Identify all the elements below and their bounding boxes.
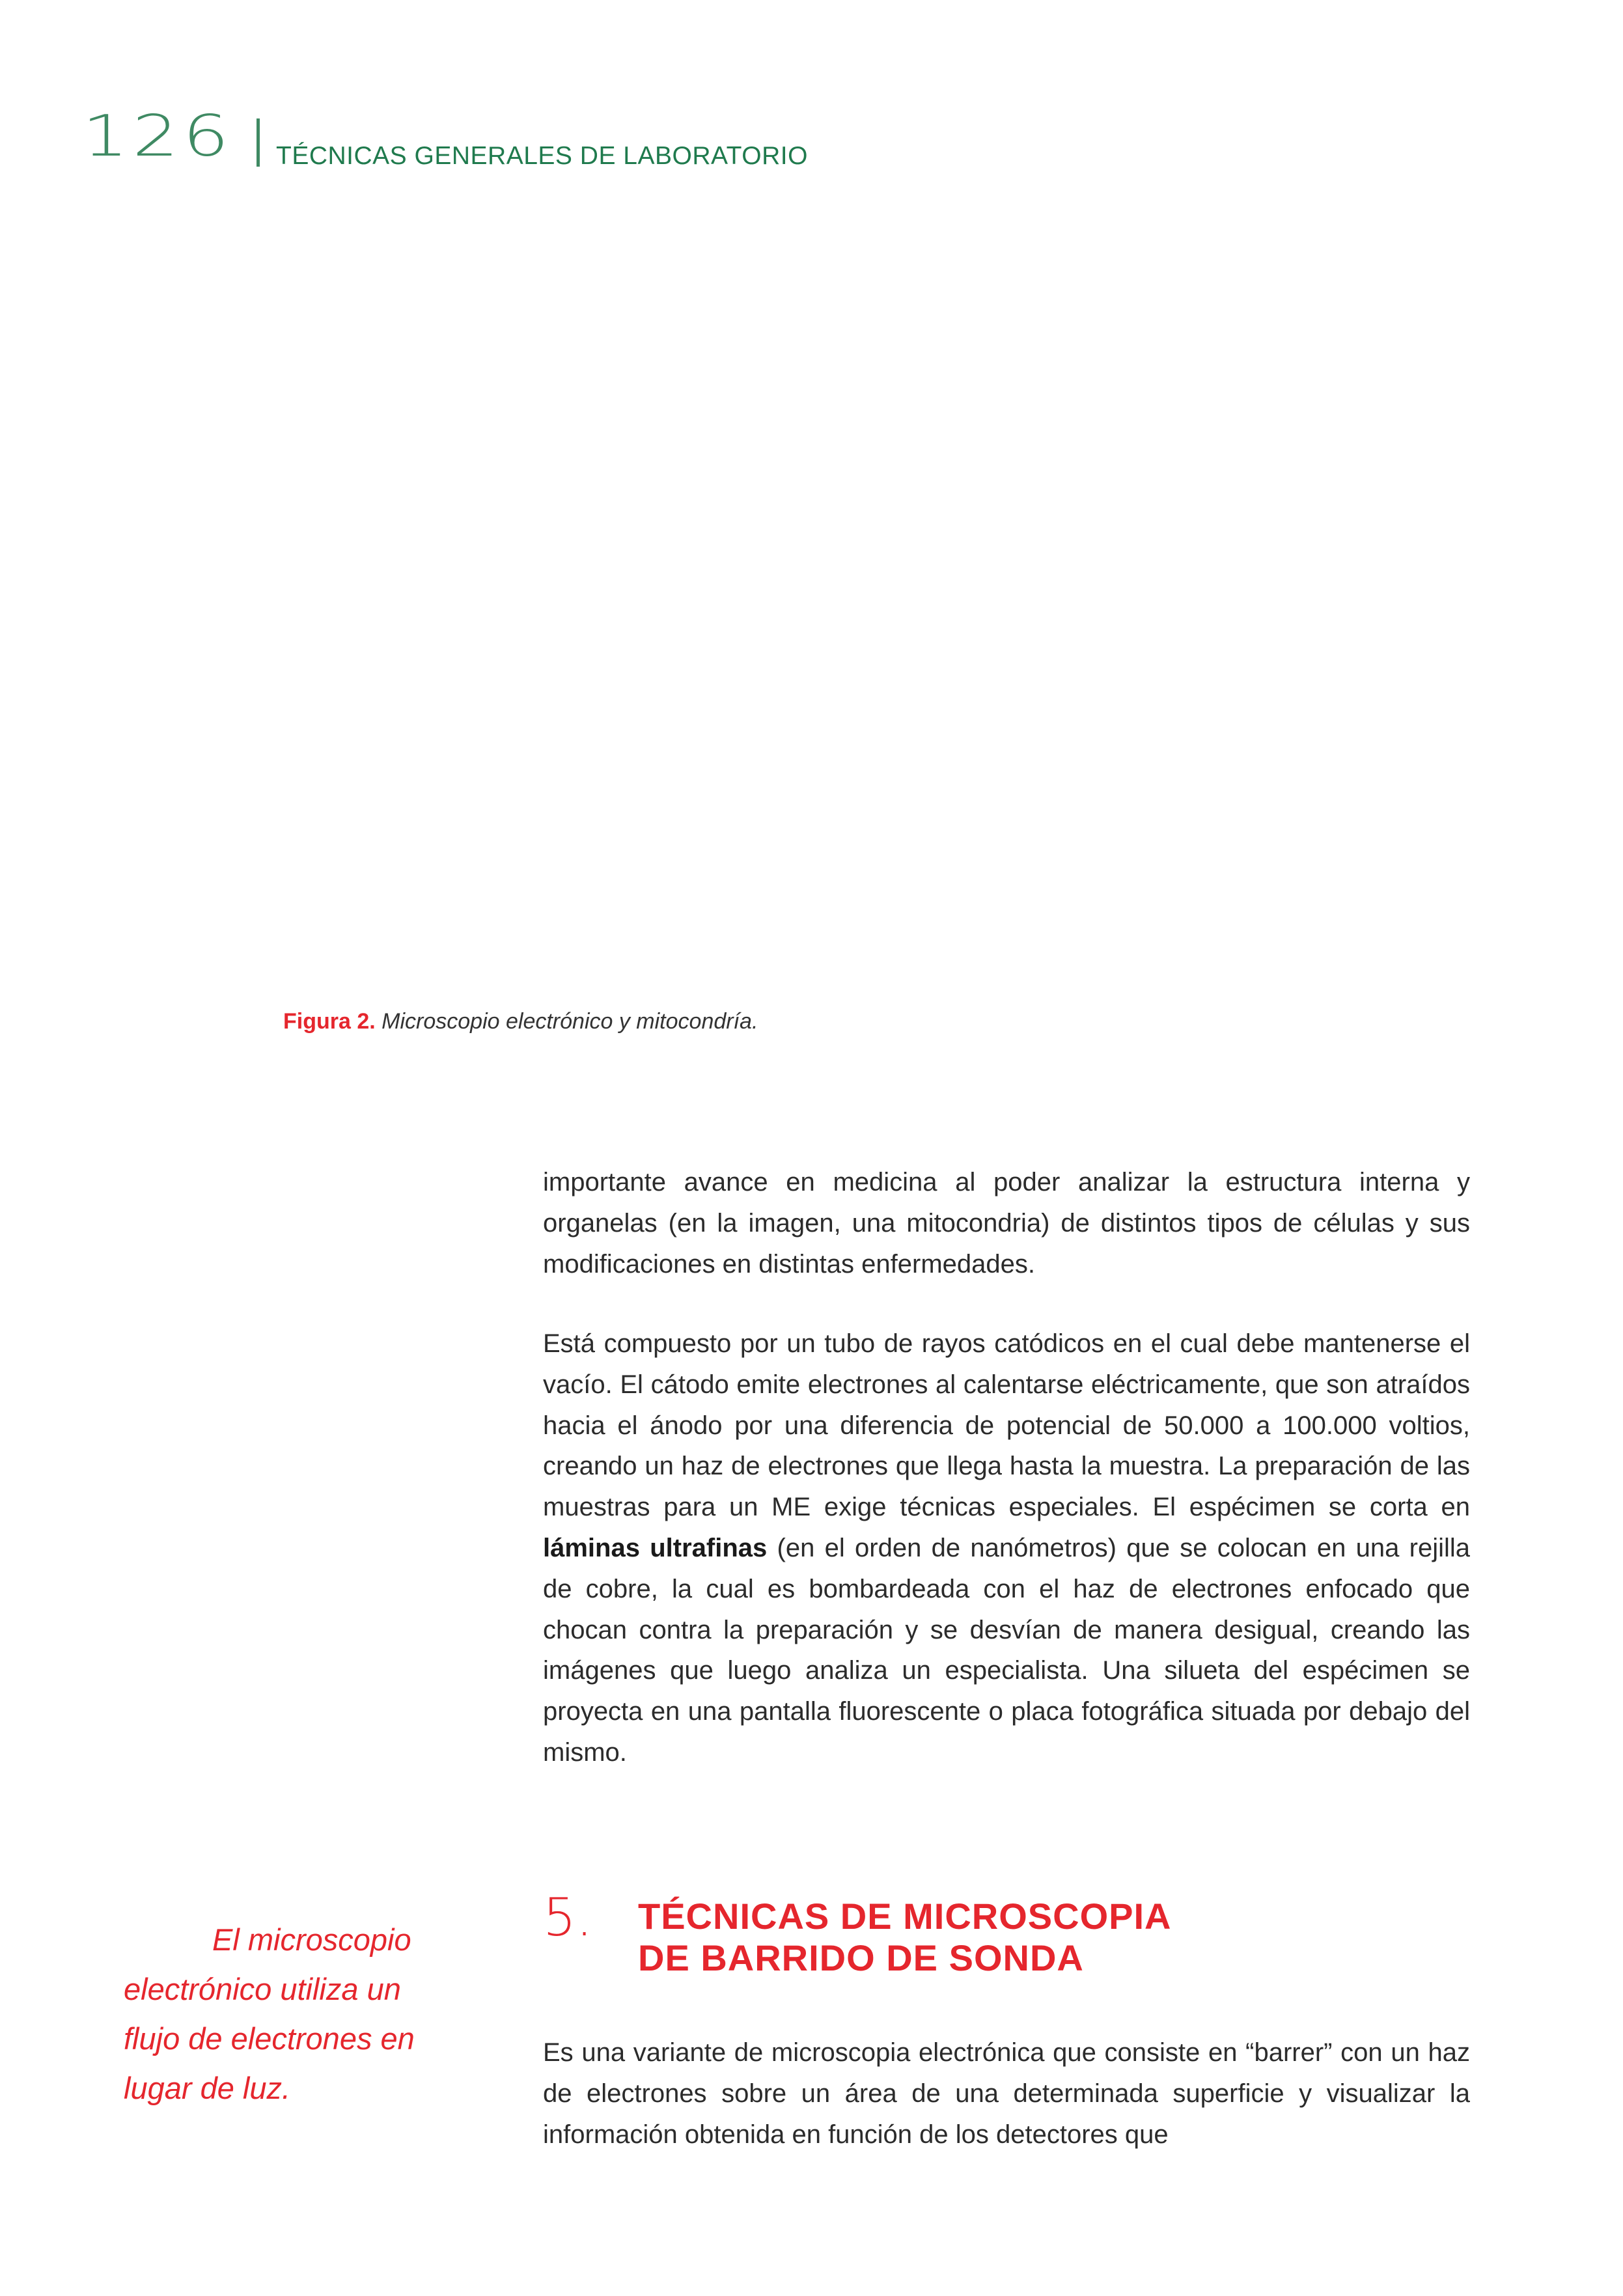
bold-term: láminas ultrafinas (543, 1533, 768, 1562)
header-divider (257, 118, 260, 167)
section-heading (543, 1887, 1470, 1980)
quote-line-3: flujo de electrones en (124, 2021, 415, 2056)
figure-image-area (280, 215, 1471, 996)
paragraph-text: Es una variante de microscopia electrónica que consiste en “barrer” con un haz de electrones sobre un área de una determinada superficie y visualizar la información obtenida en función de los detectores que (543, 2038, 1470, 2149)
paragraph-text-end: (en el orden de nanómetros) que se colocan en una rejilla de cobre, la cual es bombardeada con el haz de electrones enfocado que chocan contra la preparación y se desvían de manera desigual, creando las imágenes que luego analiza un especialista. Una silueta del espécimen se proyecta en una pantalla fluorescente o placa fotográfica situada por debajo del mismo. (543, 1533, 1470, 1767)
figure-caption (283, 1008, 758, 1034)
caption-label: Figura 2. (283, 1009, 376, 1034)
section-number: 5. (543, 1887, 593, 1948)
running-title: TÉCNICAS GENERALES DE LABORATORIO (276, 142, 808, 170)
body-paragraph-3 (543, 2032, 1470, 2155)
body-paragraph-2 (543, 1323, 1470, 1773)
section-title-line-2: DE BARRIDO DE SONDA (638, 1937, 1084, 1978)
quote-line-4: lugar de luz. (124, 2071, 291, 2105)
quote-line-1: El microscopio (212, 1922, 411, 1957)
quote-line-2: electrónico utiliza un (124, 1972, 401, 2006)
body-paragraph-1 (543, 1162, 1470, 1284)
paragraph-text: importante avance en medicina al poder analizar la estructura interna y organelas (en la imagen, una mitocondria) de distintos tipos de células y sus modificaciones en distintas enfermedades. (543, 1168, 1470, 1279)
section-title (638, 1896, 1172, 1979)
caption-text: Microscopio electrónico y mitocondría. (381, 1009, 758, 1034)
page-number: 126 (82, 103, 233, 169)
side-pull-quote (124, 1915, 430, 2113)
paragraph-text-start: Está compuesto por un tubo de rayos catódicos en el cual debe mantenerse el vacío. El cátodo emite electrones al calentarse eléctricamente, que son atraídos hacia el ánodo por una diferencia de potencial de 50.000 a 100.000 voltios, creando un haz de electrones que llega hasta la muestra. La preparación de las muestras para un ME exige técnicas especiales. El espécimen se corta en (543, 1329, 1470, 1522)
section-title-line-1: TÉCNICAS DE MICROSCOPIA (638, 1896, 1172, 1937)
paragraph-text (543, 1323, 1470, 1773)
